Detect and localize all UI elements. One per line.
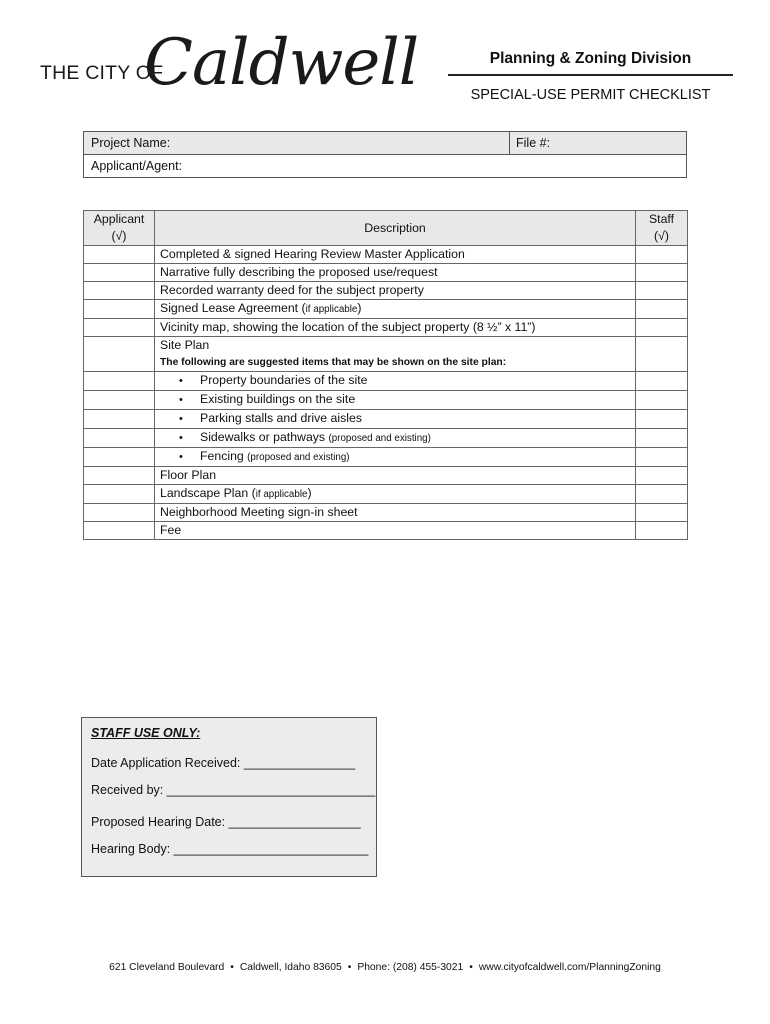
staff-check-cell[interactable] <box>636 504 688 522</box>
staff-check-cell[interactable] <box>636 522 688 540</box>
applicant-check-cell[interactable] <box>84 282 155 300</box>
date-received-field[interactable]: Date Application Received: ________________ <box>91 756 356 770</box>
footer-separator: • <box>230 962 234 973</box>
item-text: Floor Plan <box>160 468 217 482</box>
checklist-header-row <box>84 211 688 246</box>
received-by-field[interactable]: Received by: ______________________________ <box>91 783 376 797</box>
staff-header-label: Staff <box>648 212 675 226</box>
staff-check-cell[interactable] <box>636 337 688 372</box>
item-text: Narrative fully describing the proposed use/request <box>160 265 438 279</box>
logo-name: Caldwell <box>144 26 419 100</box>
applicant-header-label: Applicant <box>93 212 145 226</box>
footer-city: Caldwell, Idaho 83605 <box>239 962 342 973</box>
checklist-row <box>84 504 688 522</box>
checklist-item-description <box>155 504 636 522</box>
staff-check-cell[interactable] <box>636 448 688 467</box>
checklist-row <box>84 372 688 391</box>
item-text: Completed & signed Hearing Review Master Application <box>160 247 465 261</box>
hearing-date-field[interactable]: Proposed Hearing Date: ___________________ <box>91 815 361 829</box>
checklist-row <box>84 246 688 264</box>
checklist-item-description <box>155 300 636 319</box>
footer-address: 621 Cleveland Boulevard <box>109 962 225 973</box>
staff-check-cell[interactable] <box>636 246 688 264</box>
staff-column-header <box>636 211 688 246</box>
checklist-table <box>83 210 688 540</box>
checklist-item-description <box>155 372 636 391</box>
applicant-column-header <box>84 211 155 246</box>
footer-website[interactable]: www.cityofcaldwell.com/PlanningZoning <box>478 962 661 973</box>
staff-header-mark: (√) <box>654 229 669 243</box>
footer-separator: • <box>347 962 352 973</box>
item-suffix: ) <box>307 486 312 500</box>
item-text: Fencing <box>200 449 248 463</box>
checklist-row <box>84 429 688 448</box>
applicant-check-cell[interactable] <box>84 300 155 319</box>
staff-use-title: STAFF USE ONLY: <box>91 726 201 740</box>
item-text: Vicinity map, showing the location of the subject property (8 ½” x 11”) <box>160 320 536 334</box>
checklist-item-description <box>155 485 636 504</box>
applicant-check-cell[interactable] <box>84 467 155 485</box>
applicant-check-cell[interactable] <box>84 391 155 410</box>
checklist-item-description <box>155 264 636 282</box>
city-logo <box>40 26 419 112</box>
applicant-check-cell[interactable] <box>84 410 155 429</box>
checklist-item-description <box>155 410 636 429</box>
checklist-item-description <box>155 337 636 372</box>
applicant-check-cell[interactable] <box>84 448 155 467</box>
applicant-check-cell[interactable] <box>84 337 155 372</box>
item-text: Recorded warranty deed for the subject property <box>160 283 424 297</box>
document-title: SPECIAL-USE PERMIT CHECKLIST <box>470 87 711 103</box>
footer-separator: • <box>469 962 473 973</box>
checklist-item-description <box>155 282 636 300</box>
staff-check-cell[interactable] <box>636 429 688 448</box>
item-text: Property boundaries of the site <box>200 373 368 387</box>
footer-phone: Phone: (208) 455-3021 <box>357 962 464 973</box>
footer <box>0 962 770 973</box>
applicant-check-cell[interactable] <box>84 319 155 337</box>
hearing-body-field[interactable]: Hearing Body: ____________________________ <box>91 842 369 856</box>
checklist-row <box>84 467 688 485</box>
applicant-check-cell[interactable] <box>84 264 155 282</box>
applicant-agent-field[interactable]: Applicant/Agent: <box>91 159 183 173</box>
checklist-row <box>84 410 688 429</box>
checklist-item-description <box>155 319 636 337</box>
item-text: Site Plan <box>160 338 210 352</box>
applicant-check-cell[interactable] <box>84 485 155 504</box>
applicant-header-mark: (√) <box>111 229 127 243</box>
project-name-field[interactable]: Project Name: <box>84 132 510 154</box>
bullet-icon: • <box>179 451 183 463</box>
item-text: Fee <box>160 523 182 537</box>
description-column-header: Description <box>155 211 636 246</box>
applicant-check-cell[interactable] <box>84 429 155 448</box>
item-text: Parking stalls and drive aisles <box>200 411 362 425</box>
bullet-icon: • <box>179 432 183 444</box>
division-name: Planning & Zoning Division <box>489 50 692 67</box>
checklist-item-description <box>155 429 636 448</box>
checklist-row <box>84 485 688 504</box>
item-text: Sidewalks or pathways <box>200 430 329 444</box>
checklist-row <box>84 448 688 467</box>
checklist-row <box>84 319 688 337</box>
item-text: Signed Lease Agreement ( <box>160 301 306 315</box>
checklist-row <box>84 337 688 372</box>
header-rule <box>448 74 733 76</box>
applicant-check-cell[interactable] <box>84 522 155 540</box>
item-text: Neighborhood Meeting sign-in sheet <box>160 505 358 519</box>
staff-check-cell[interactable] <box>636 467 688 485</box>
applicant-check-cell[interactable] <box>84 504 155 522</box>
staff-check-cell[interactable] <box>636 282 688 300</box>
site-plan-subnote: The following are suggested items that may be shown on the site plan: <box>160 357 507 368</box>
project-info-box <box>83 131 687 178</box>
staff-check-cell[interactable] <box>636 319 688 337</box>
bullet-icon: • <box>179 375 183 387</box>
staff-check-cell[interactable] <box>636 372 688 391</box>
checklist-item-description <box>155 246 636 264</box>
logo-prefix: THE CITY OF <box>40 62 164 84</box>
checklist-item-description <box>155 448 636 467</box>
staff-check-cell[interactable] <box>636 391 688 410</box>
applicant-check-cell[interactable] <box>84 246 155 264</box>
checklist-row <box>84 522 688 540</box>
staff-check-cell[interactable] <box>636 485 688 504</box>
checklist-item-description <box>155 522 636 540</box>
bullet-icon: • <box>179 394 183 406</box>
item-note: (proposed and existing) <box>328 433 431 444</box>
bullet-icon: • <box>179 413 183 425</box>
item-suffix: ) <box>357 301 362 315</box>
item-note: (proposed and existing) <box>247 452 350 463</box>
checklist-row <box>84 282 688 300</box>
staff-check-cell[interactable] <box>636 300 688 319</box>
staff-use-box <box>81 717 377 877</box>
staff-check-cell[interactable] <box>636 410 688 429</box>
item-text: Landscape Plan ( <box>160 486 256 500</box>
checklist-row <box>84 300 688 319</box>
checklist-row <box>84 264 688 282</box>
item-note: if applicable <box>255 489 308 500</box>
item-text: Existing buildings on the site <box>200 392 356 406</box>
checklist-item-description <box>155 467 636 485</box>
checklist-row <box>84 391 688 410</box>
staff-check-cell[interactable] <box>636 264 688 282</box>
header <box>448 48 733 104</box>
item-note: if applicable <box>305 304 358 315</box>
checklist-item-description <box>155 391 636 410</box>
applicant-check-cell[interactable] <box>84 372 155 391</box>
file-number-field[interactable]: File #: <box>516 136 551 150</box>
